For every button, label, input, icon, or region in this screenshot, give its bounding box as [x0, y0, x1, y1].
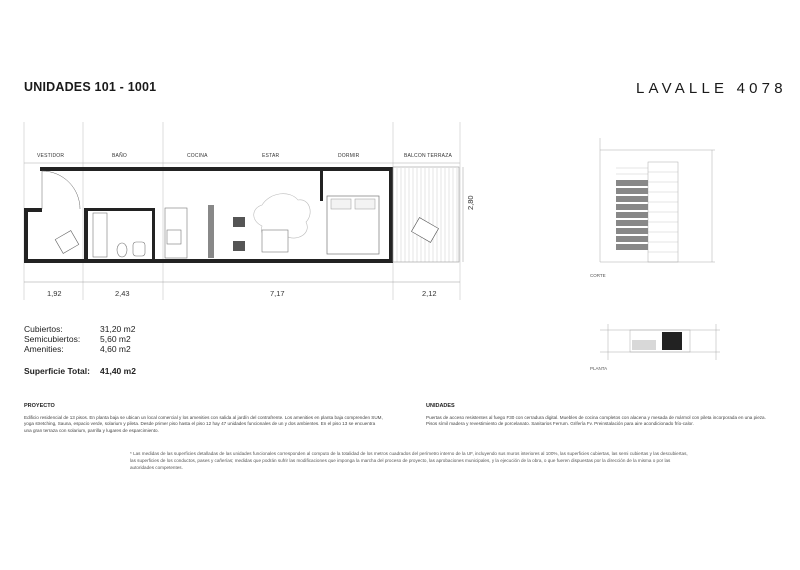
area-row: [24, 324, 136, 334]
proyecto-section: [24, 403, 384, 434]
area-row: [24, 344, 136, 354]
plan-label: PLANTA: [590, 366, 608, 371]
area-value: 5,60 m2: [100, 334, 131, 344]
unidades-section: [426, 403, 776, 428]
footnote: * Las medidas de las superficies detalladas de las unidades funcionales corresponden al computo de la totalidad de los metros cuadrados del perímetro interno de la UF, incluyendo sus muros interiores al 100%, las superficies cubiertas, las semi cubiertas y las descubiertas, las superficies de los conductos, pases y cañerías; medidas que podrán sufrir las modificaciones que imponga la marcha del proceso de proyecto, las aprobaciones municipales, y la ejecución de la obra, o que fueren dispuestas por la dirección de la misma o por las autoridades competentes.: [130, 451, 688, 470]
room-label-dormir: DORMIR: [338, 153, 360, 159]
section-label: CORTE: [590, 273, 606, 278]
dimension-height: 2,80: [466, 195, 475, 210]
area-total-row: [24, 366, 136, 376]
area-total-label: Superficie Total:: [24, 366, 90, 376]
room-label-estar: ESTAR: [262, 153, 280, 159]
project-name: LAVALLE 4078: [636, 80, 787, 97]
area-label: Semicubiertos:: [24, 334, 81, 344]
dimension-bano: 2,43: [115, 289, 130, 298]
room-label-balcon-terraza: BALCON TERRAZA: [404, 153, 452, 159]
area-value: 4,60 m2: [100, 344, 131, 354]
dimension-balcony: 2,12: [422, 289, 437, 298]
area-total-value: 41,40 m2: [100, 366, 136, 376]
unidades-text: Puertas de acceso resistentes al fuego F30 con cerradura digital. Muebles de cocina completos con alacena y mesada de mármol con pileta incorporada en una pieza. Pisos símil madera y revestimiento de porcelanato. Sanitarios Ferrum. Grifería Fv. Preinstalación para aire acondicionado frío-calor.: [426, 415, 766, 427]
room-label-bano: BAÑO: [112, 153, 127, 159]
area-row: [24, 334, 136, 344]
area-label: Amenities:: [24, 344, 64, 354]
dimension-main: 7,17: [270, 289, 285, 298]
area-label: Cubiertos:: [24, 324, 63, 334]
areas-table: [24, 324, 136, 376]
area-value: 31,20 m2: [100, 324, 136, 334]
unidades-heading: UNIDADES: [426, 403, 455, 409]
dimension-vestidor: 1,92: [47, 289, 62, 298]
proyecto-text: Edificio residencial de 13 pisos. En planta baja se ubican un local comercial y los amenities con salida al jardín del contrafrente. Los amenities en planta baja comprenden SUM, yoga stretching, Sauna, espacio verde, solarium y pileta. Desde primer piso hasta el piso 12 hay 47 unidades funcionales de un y dos ambientes. En el piso 13 se encuentra una gran terraza con solarium, parrilla y lugares de esparcimiento.: [24, 415, 383, 433]
proyecto-heading: PROYECTO: [24, 403, 55, 409]
units-title: UNIDADES 101 - 1001: [24, 80, 157, 94]
room-label-cocina: COCINA: [187, 153, 208, 159]
room-label-vestidor: VESTIDOR: [37, 153, 65, 159]
